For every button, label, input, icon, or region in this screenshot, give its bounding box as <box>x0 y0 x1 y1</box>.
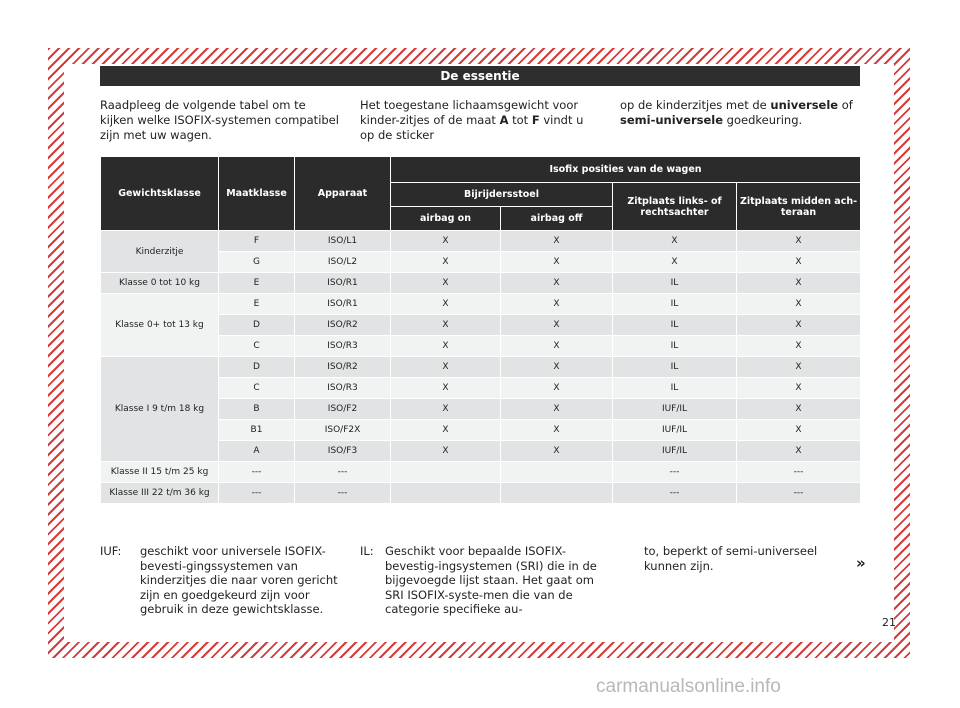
header-outer-rear-seat: Zitplaats links- of rechtsachter <box>613 183 737 231</box>
table-cell: ISO/R1 <box>295 294 391 315</box>
table-cell: X <box>501 336 613 357</box>
table-cell: --- <box>219 483 295 504</box>
intro-text: goedkeuring. <box>723 113 803 127</box>
continue-marker-icon: » <box>856 554 866 572</box>
table-cell: X <box>501 378 613 399</box>
table-cell: X <box>737 441 861 462</box>
table-cell: ISO/R1 <box>295 273 391 294</box>
table-cell: B <box>219 399 295 420</box>
table-cell: X <box>737 378 861 399</box>
table-cell <box>501 483 613 504</box>
table-cell: --- <box>613 462 737 483</box>
table-cell: ISO/L2 <box>295 252 391 273</box>
table-cell: X <box>501 399 613 420</box>
table-row <box>101 483 861 504</box>
group-label: Klasse 0 tot 10 kg <box>101 273 219 294</box>
intro-bold: universele <box>770 98 839 112</box>
table-cell <box>391 462 501 483</box>
table-cell: X <box>501 315 613 336</box>
group-label: Klasse 0+ tot 13 kg <box>101 294 219 357</box>
table-cell: X <box>391 399 501 420</box>
header-airbag-on: airbag on <box>391 207 501 231</box>
table-cell: X <box>501 273 613 294</box>
table-cell: E <box>219 294 295 315</box>
table-row <box>101 231 861 252</box>
group-label: Klasse II 15 t/m 25 kg <box>101 462 219 483</box>
table-cell: X <box>737 357 861 378</box>
legend-term-il: IL: <box>360 544 374 558</box>
intro-text: Het toegestane lichaamsgewicht voor kinder-zitjes of de maat <box>360 98 579 127</box>
header-isofix-positions: Isofix posities van de wagen <box>391 157 861 183</box>
section-header: De essentie <box>100 66 860 86</box>
intro-column-3 <box>620 98 860 128</box>
table-cell: X <box>391 357 501 378</box>
group-label: Kinderzitje <box>101 231 219 273</box>
legend-definition-il: Geschikt voor bepaalde ISOFIX-bevestig-ingsystemen (SRI) die in de bijgevoegde lijst staan. Het gaat om SRI ISOFIX-syste-men die van de categorie specifieke au- <box>385 544 597 616</box>
table-cell: X <box>391 336 501 357</box>
table-cell: X <box>737 231 861 252</box>
page-number: 21 <box>882 616 896 629</box>
legend-definition-iuf: geschikt voor universele ISOFIX-bevesti-gingssystemen van kinderzitjes die naar voren gericht zijn en goedgekeurd zijn voor gebruik in deze gewichtsklasse. <box>140 544 338 616</box>
table-cell: ISO/F3 <box>295 441 391 462</box>
group-label: Klasse III 22 t/m 36 kg <box>101 483 219 504</box>
table-row <box>101 273 861 294</box>
table-row <box>101 462 861 483</box>
table-cell <box>501 462 613 483</box>
table-cell: IL <box>613 336 737 357</box>
header-middle-rear-seat: Zitplaats midden ach-teraan <box>737 183 861 231</box>
watermark: carmanualsonline.info <box>596 676 781 697</box>
table-cell: ISO/R3 <box>295 336 391 357</box>
table-cell: ISO/R3 <box>295 378 391 399</box>
table-cell: D <box>219 315 295 336</box>
header-size-class: Maatklasse <box>219 157 295 231</box>
table-cell: X <box>737 252 861 273</box>
table-row <box>101 357 861 378</box>
table-cell: X <box>391 420 501 441</box>
table-cell: --- <box>737 462 861 483</box>
table-cell <box>391 483 501 504</box>
table-cell: X <box>737 336 861 357</box>
table-cell: IUF/IL <box>613 399 737 420</box>
table-cell: ISO/R2 <box>295 315 391 336</box>
table-cell: X <box>737 399 861 420</box>
table-cell: --- <box>295 483 391 504</box>
intro-text: tot <box>508 113 532 127</box>
table-cell: X <box>737 420 861 441</box>
table-cell: X <box>391 231 501 252</box>
table-cell: X <box>391 378 501 399</box>
table-cell: --- <box>737 483 861 504</box>
header-airbag-off: airbag off <box>501 207 613 231</box>
table-cell: F <box>219 231 295 252</box>
table-cell: X <box>501 357 613 378</box>
page-content <box>64 64 894 642</box>
table-cell: IL <box>613 315 737 336</box>
table-cell: E <box>219 273 295 294</box>
legend-il-continued: to, beperkt of semi-universeel kunnen zijn. <box>644 544 818 573</box>
table-cell: --- <box>295 462 391 483</box>
table-cell: X <box>391 252 501 273</box>
table-cell: IL <box>613 357 737 378</box>
table-cell: G <box>219 252 295 273</box>
table-cell: ISO/F2X <box>295 420 391 441</box>
header-weight-class: Gewichtsklasse <box>101 157 219 231</box>
legend-term-iuf: IUF: <box>100 544 122 558</box>
table-row <box>101 294 861 315</box>
intro-bold: F <box>531 113 540 127</box>
table-cell: X <box>391 294 501 315</box>
table-cell: X <box>613 252 737 273</box>
table-cell: IUF/IL <box>613 420 737 441</box>
table-cell: X <box>501 420 613 441</box>
table-cell: IL <box>613 273 737 294</box>
intro-column-1: Raadpleeg de volgende tabel om te kijken welke ISOFIX-systemen compatibel zijn met uw wagen. <box>100 98 339 142</box>
table-cell: IUF/IL <box>613 441 737 462</box>
intro-text: of <box>838 98 853 112</box>
table-cell: C <box>219 336 295 357</box>
table-cell: D <box>219 357 295 378</box>
isofix-table <box>100 156 861 504</box>
table-cell: ISO/F2 <box>295 399 391 420</box>
intro-text: vindt u op de sticker <box>360 113 584 142</box>
table-cell: X <box>501 252 613 273</box>
table-cell: B1 <box>219 420 295 441</box>
table-cell: IL <box>613 378 737 399</box>
intro-bold: semi-universele <box>620 113 724 127</box>
table-cell: X <box>501 231 613 252</box>
header-device: Apparaat <box>295 157 391 231</box>
table-cell: IL <box>613 294 737 315</box>
table-cell: C <box>219 378 295 399</box>
table-cell: X <box>391 441 501 462</box>
header-passenger-seat: Bijrijdersstoel <box>391 183 613 207</box>
group-label: Klasse I 9 t/m 18 kg <box>101 357 219 462</box>
table-cell: X <box>391 273 501 294</box>
table-cell: ISO/L1 <box>295 231 391 252</box>
intro-bold: A <box>499 113 509 127</box>
table-cell: X <box>737 315 861 336</box>
intro-text: op de kinderzitjes met de <box>620 98 771 112</box>
table-cell: ISO/R2 <box>295 357 391 378</box>
table-cell: A <box>219 441 295 462</box>
table-cell: X <box>501 441 613 462</box>
table-cell: X <box>737 294 861 315</box>
table-cell: --- <box>613 483 737 504</box>
intro-column-2 <box>360 98 600 143</box>
table-cell: X <box>613 231 737 252</box>
table-cell: --- <box>219 462 295 483</box>
table-cell: X <box>501 294 613 315</box>
table-cell: X <box>737 273 861 294</box>
table-cell: X <box>391 315 501 336</box>
